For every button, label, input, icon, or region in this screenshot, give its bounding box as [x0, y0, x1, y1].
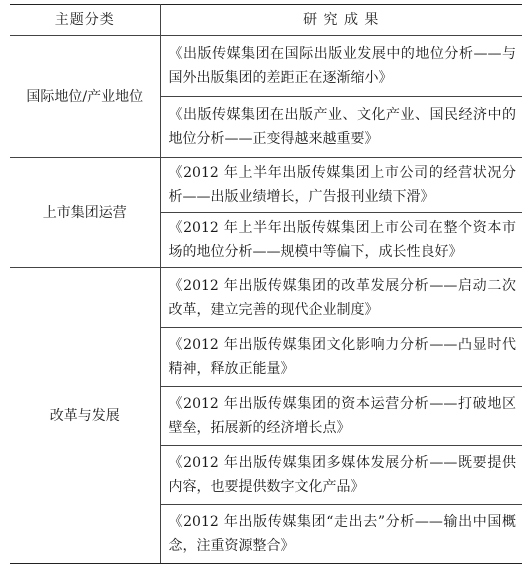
- result-cell: 《出版传媒集团在出版产业、文化产业、国民经济中的地位分析——正变得越来越重要》: [160, 97, 522, 158]
- result-cell: 《出版传媒集团在国际出版业发展中的地位分析——与国外出版集团的差距正在逐渐缩小》: [160, 36, 522, 97]
- table-row: [10, 158, 522, 213]
- research-results-table: [10, 4, 522, 564]
- result-cell: 《2012 年上半年出版传媒集团上市公司的经营状况分析——出版业绩增长，广告报刊业绩下滑》: [160, 158, 522, 213]
- result-cell: 《2012 年出版传媒集团多媒体发展分析——既要提供内容，也要提供数字文化产品》: [160, 446, 522, 505]
- table-row: [10, 36, 522, 97]
- result-cell: 《2012 年出版传媒集团“走出去”分析——输出中国概念，注重资源整合》: [160, 505, 522, 564]
- topic-cell-international-status: 国际地位/产业地位: [10, 36, 160, 158]
- table-header-row: [10, 5, 522, 36]
- result-cell: 《2012 年出版传媒集团的改革发展分析——启动二次改革，建立完善的现代企业制度》: [160, 268, 522, 328]
- result-cell: 《2012 年出版传媒集团文化影响力分析——凸显时代精神，释放正能量》: [160, 328, 522, 387]
- result-cell: 《2012 年出版传媒集团的资本运营分析——打破地区壁垒，拓展新的经济增长点》: [160, 387, 522, 446]
- header-topic: 主题分类: [10, 5, 160, 36]
- table-row: [10, 268, 522, 328]
- result-cell: 《2012 年上半年出版传媒集团上市公司在整个资本市场的地位分析——规模中等偏下，成长性良好》: [160, 213, 522, 268]
- research-table-container: [10, 4, 522, 566]
- header-result: 研 究 成 果: [160, 5, 522, 36]
- topic-cell-reform-development: 改革与发展: [10, 268, 160, 564]
- topic-cell-listed-group-operation: 上市集团运营: [10, 158, 160, 268]
